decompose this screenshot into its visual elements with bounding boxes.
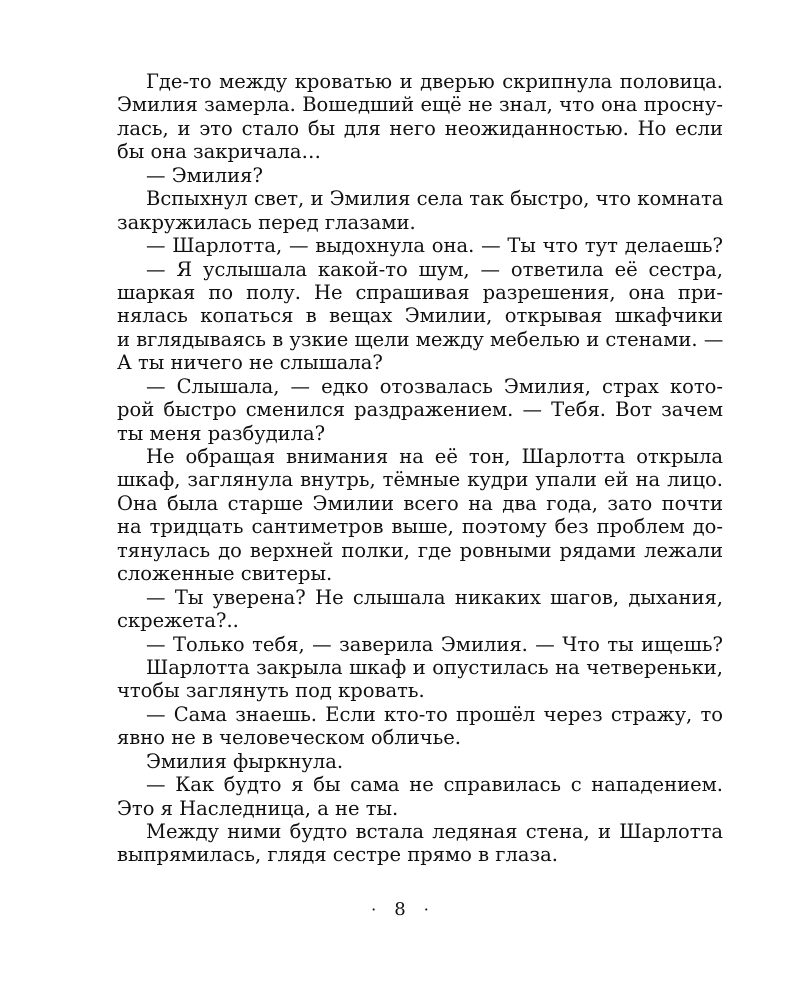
text-line: — Ты уверена? Не слышала никаких шагов, дыхания, [146,585,723,609]
book-page-text [117,70,723,867]
text-line: закружилась перед глазами. [117,210,416,234]
text-line: — Я услышала какой-то шум, — ответила её сестра, [146,257,723,281]
text-line: — Только тебя, — заверила Эмилия. — Что ты ищешь? [146,632,723,656]
text-line: — Как будто я бы сама не справилась с нападением. [146,773,723,797]
text-line: шкаф, заглянула внутрь, тёмные кудри упали ей на лицо. [117,468,723,492]
text-line: бы она закричала… [117,140,321,164]
text-line: Где-то между кроватью и дверью скрипнула половица. [146,70,723,93]
text-line: тянулась до верхней полки, где ровными рядами лежали [117,538,723,562]
folio-right-dot: · [423,900,429,919]
text-line: шаркая по полу. Не спрашивая разрешения, она при- [117,280,723,304]
text-line: выпрямилась, глядя сестре прямо в глаза. [117,843,558,867]
text-line: и вглядываясь в узкие щели между мебелью и стенами. — [117,327,724,351]
text-line: сложенные свитеры. [117,562,333,586]
text-line: Шарлотта закрыла шкаф и опустилась на четвереньки, [146,655,723,679]
text-line: А ты ничего не слышала? [117,351,383,375]
text-line: Между ними будто встала ледяная стена, и Шарлотта [146,820,723,843]
text-line: Не обращая внимания на её тон, Шарлотта открыла [146,445,723,468]
text-line: Это я Наследница, а не ты. [117,796,399,820]
text-line: Вспыхнул свет, и Эмилия села так быстро, что комната [146,187,724,211]
text-line: рой быстро сменился раздражением. — Тебя. Вот зачем [117,398,723,422]
page-number: 8 [394,899,406,920]
page-footer [0,898,800,922]
text-line: — Эмилия? [146,163,263,187]
text-line: — Шарлотта, — выдохнула она. — Ты что тут делаешь? [146,234,723,258]
text-line: явно не в человеческом обличье. [117,726,461,750]
folio-left-dot: · [371,900,377,919]
text-line: нялась копаться в вещах Эмилии, открывая шкафчики [117,304,723,328]
text-line: чтобы заглянуть под кровать. [117,679,425,703]
text-line: Эмилия фыркнула. [146,749,344,773]
text-line: — Слышала, — едко отозвалась Эмилия, страх кото- [146,374,723,398]
text-line: Эмилия замерла. Вошедший ещё не знал, что она просну- [117,93,723,117]
text-line: скрежета?.. [117,609,239,633]
text-line: на тридцать сантиметров выше, поэтому без проблем до- [117,515,723,539]
text-line: лась, и это стало бы для него неожиданностью. Но если [117,116,723,140]
text-line: ты меня разбудила? [117,421,326,445]
text-line: — Сама знаешь. Если кто-то прошёл через стражу, то [146,702,723,726]
text-line: Она была старше Эмилии всего на два года, зато почти [117,491,723,515]
